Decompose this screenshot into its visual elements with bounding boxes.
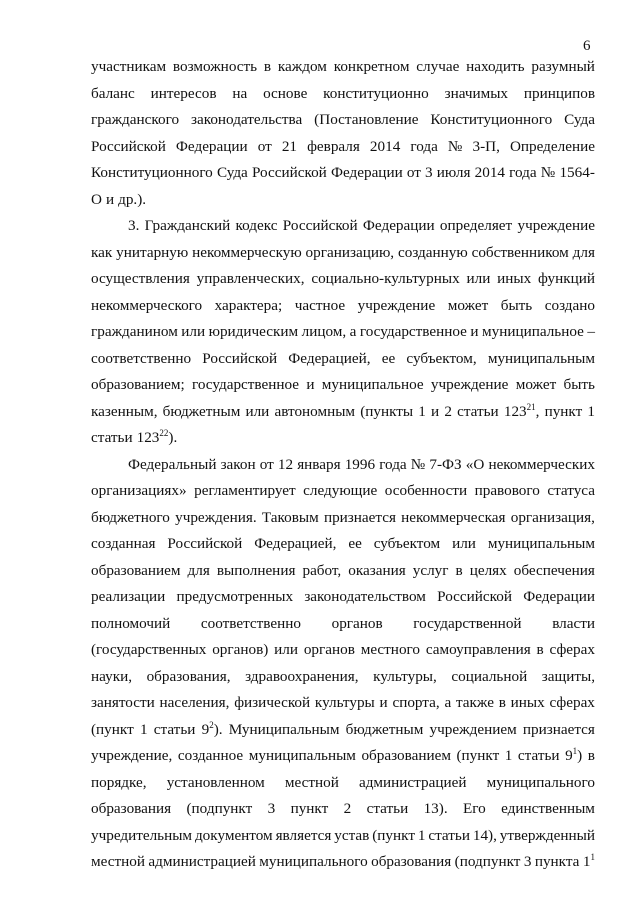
text-line: (пункт 1 статьи $9^2$). Муниципальным бюджетным учреждением признается <box>91 719 595 738</box>
text-line: как унитарную некоммерческую организацию, созданную собственником для <box>91 243 595 261</box>
text-line: баланс интересов на основе конституционно значимых принципов <box>91 84 595 102</box>
text-line: занятости населения, физической культуры и спорта, а также в иных сферах <box>91 694 595 711</box>
text-line: гражданином или юридическим лицом, а государственное и муниципальное – <box>91 323 595 340</box>
text-line: учреждение, созданное муниципальным образованием (пункт 1 статьи $9^1$) в <box>91 746 595 764</box>
text-line: бюджетного учреждения. Таковым признается некоммерческая организация, <box>91 508 595 526</box>
text-line: Федеральный закон от 12 января 1996 года № 7-ФЗ «О некоммерческих <box>128 455 595 473</box>
text-line: организациях» регламентирует следующие особенности правового статуса <box>91 482 595 499</box>
text-line: некоммерческого характера; частное учреждение может быть создано <box>91 296 595 314</box>
text-line: (государственных органов) или органов местного самоуправления в сферах <box>91 641 595 658</box>
text-line: казенным, бюджетным или автономным (пункты 1 и 2 статьи $123^{21}$, пункт 1 <box>91 401 595 420</box>
text-line: образованием; государственное и муниципальное учреждение может быть <box>91 376 595 393</box>
text-line: осуществления управленческих, социально-культурных или иных функций <box>91 270 595 287</box>
text-line: созданная Российской Федерацией, ее субъектом или муниципальным <box>91 535 595 552</box>
text-line: соответственно Российской Федерацией, ее субъектом, муниципальным <box>91 349 595 367</box>
text-line: Российской Федерации от 21 февраля 2014 года № 3-П, Определение <box>91 137 595 155</box>
text-line: Конституционного Суда Российской Федерации от 3 июля 2014 года № 1564- <box>91 164 595 181</box>
text-line: гражданского законодательства (Постановление Конституционного Суда <box>91 111 595 128</box>
text-line: образования (подпункт 3 пункт 2 статьи 13). Его единственным <box>91 800 595 817</box>
text-line: 3. Гражданский кодекс Российской Федерации определяет учреждение <box>128 217 595 234</box>
text-line: учредительным документом является устав (пункт 1 статьи 14), утвержденный <box>91 826 595 844</box>
text-line: О и др.). <box>91 190 147 208</box>
text-line: порядке, установленном местной администрацией муниципального <box>91 773 595 791</box>
text-line: местной администрацией муниципального образования (подпункт 3 пункта $1^1$ <box>91 852 595 870</box>
text-line: статьи $123^{22}$). <box>91 428 178 446</box>
text-line: образованием для выполнения работ, оказания услуг в целях обеспечения <box>91 561 595 579</box>
text-line: полномочий соответственно органов государственной власти <box>91 614 595 632</box>
document-body <box>91 54 595 876</box>
text-line: науки, образования, здравоохранения, культуры, социальной защиты, <box>91 667 595 685</box>
page-number: 6 <box>583 38 591 54</box>
text-line: участникам возможность в каждом конкретном случае находить разумный <box>91 58 595 75</box>
text-line: реализации предусмотренных законодательством Российской Федерации <box>91 588 595 605</box>
